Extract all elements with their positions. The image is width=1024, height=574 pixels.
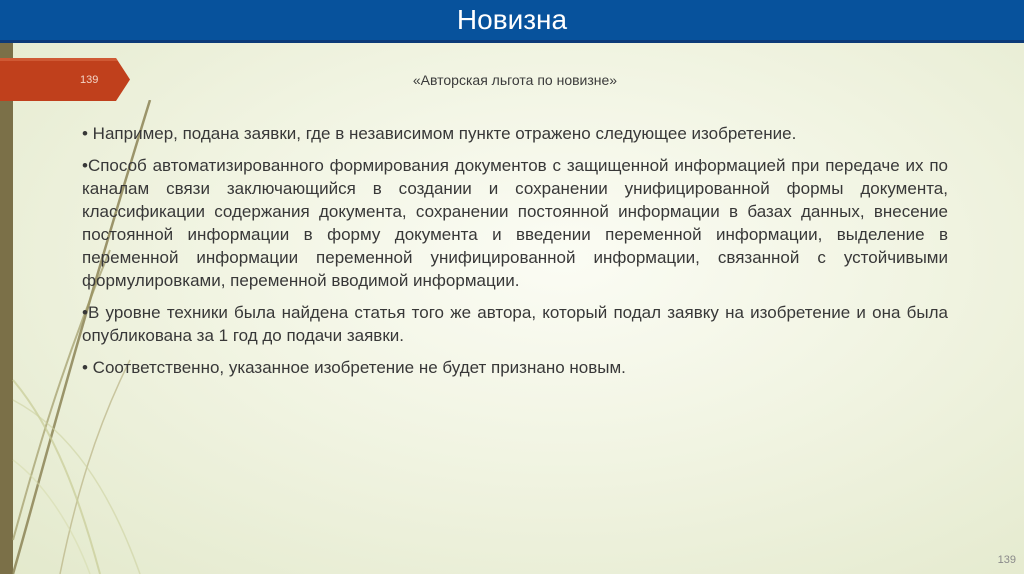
- tag-number: 139: [80, 74, 99, 86]
- slide-content: [82, 122, 948, 388]
- bullet-conclusion: • Соответственно, указанное изобретение не будет признано новым.: [82, 358, 626, 377]
- bullet-prior-art: •В уровне техники была найдена статья того же автора, который подал заявку на изобретение и она была опубликована за 1 год до подачи заявки.: [82, 303, 948, 345]
- slide-title: Новизна: [0, 0, 1024, 43]
- tag-arrow-shape: [0, 58, 130, 101]
- slide-subtitle: «Авторская льгота по новизне»: [412, 72, 618, 88]
- bullet-invention-description: •Способ автоматизированного формирования документов с защищенной информацией при передаче их по каналам связи заключающийся в создании и сохранении унифицированной формы документа, классификации содержания документа, сохранении постоянной информации в базах данных, внесение постоянной информации в форму документа и введении переменной информации, выделение в переменной информации переменной унифицированной информации, связанной с устойчивыми формулировками, переменной вводимой информации.: [82, 156, 948, 290]
- page-number: 139: [997, 554, 1016, 566]
- bullet-example: • Например, подана заявки, где в независимом пункте отражено следующее изобретение.: [82, 124, 797, 143]
- slide-number-tag: [0, 58, 130, 101]
